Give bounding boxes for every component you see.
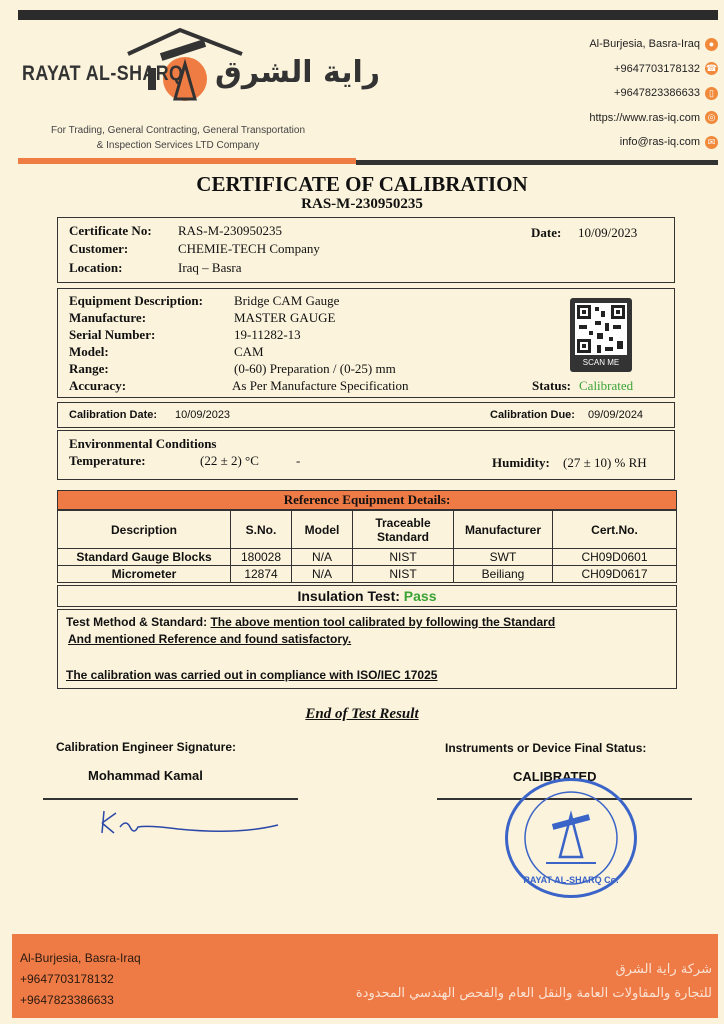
date-label: Date:	[531, 225, 562, 240]
contact-phone-2: +9647823386633 ▯	[589, 81, 718, 106]
footer-arabic-line-1: شركة راية الشرق	[615, 962, 712, 977]
calibration-dates-box	[57, 402, 675, 428]
logo-arabic-text: راية الشرق	[215, 55, 381, 90]
test-method-line1	[66, 615, 555, 629]
date-value: 10/09/2023	[578, 225, 638, 240]
calibration-date-label: Calibration Date:	[69, 409, 158, 421]
reference-table	[57, 510, 677, 583]
footer	[12, 934, 718, 1018]
table-cell: N/A	[292, 566, 353, 583]
qr-code[interactable]	[570, 298, 632, 372]
equipment-desc-value: Bridge CAM Gauge	[234, 293, 340, 308]
test-method-text2: And mentioned Reference and found satisfactory.	[68, 632, 352, 646]
certificate-title: CERTIFICATE OF CALIBRATION	[196, 172, 528, 196]
final-status-value: CALIBRATED	[513, 769, 597, 784]
col-model: Model	[292, 511, 353, 549]
accuracy-label: Accuracy:	[69, 378, 127, 393]
status-value: Calibrated	[579, 378, 634, 393]
manufacture-label: Manufacture:	[69, 310, 147, 325]
insulation-value: Pass	[403, 588, 437, 604]
compliance-text: The calibration was carried out in compliance with ISO/IEC 17025	[66, 668, 438, 682]
contact-phone-1: +9647703178132 ☎	[614, 62, 718, 75]
serial-value: 19-11282-13	[234, 327, 301, 342]
end-of-result: End of Test Result	[305, 706, 419, 722]
manufacture-value: MASTER GAUGE	[234, 310, 336, 325]
insulation-label: Insulation Test:	[297, 588, 400, 604]
email-icon: ✉	[705, 136, 718, 149]
footer-phone-2: +9647823386633	[20, 993, 114, 1007]
qr-scan-label: SCAN ME	[582, 358, 620, 367]
table-cell: NIST	[353, 549, 454, 566]
col-sno: S.No.	[231, 511, 292, 549]
footer-arabic-line-2: للتجارة والمقاولات العامة والنقل العام والفحص الهندسي المحدودة	[355, 986, 712, 1001]
company-stamp	[505, 778, 637, 898]
temperature-dash: -	[296, 453, 301, 468]
cert-no-label: Certificate No:	[69, 223, 152, 238]
reference-heading: Reference Equipment Details:	[57, 490, 677, 510]
contact-info	[589, 32, 718, 155]
table-row	[58, 566, 677, 583]
test-method-box	[57, 609, 677, 689]
contact-website[interactable]: https://www.ras-iq.com ◎	[589, 106, 718, 131]
range-label: Range:	[69, 361, 109, 376]
location-pin-icon: ●	[705, 38, 718, 51]
certificate-info-box	[57, 217, 675, 283]
equipment-box	[57, 288, 675, 398]
engineer-signature-label: Calibration Engineer Signature:	[56, 740, 237, 754]
test-method-text1: The above mention tool calibrated by following the Standard	[210, 615, 556, 629]
contact-address: Al-Burjesia, Basra-Iraq ●	[589, 32, 718, 57]
table-cell: 12874	[231, 566, 292, 583]
equipment-desc-label: Equipment Description:	[69, 293, 203, 308]
humidity-value: (27 ± 10) % RH	[563, 455, 647, 470]
company-line-1: For Trading, General Contracting, General Transportation	[50, 125, 306, 136]
engineer-name: Mohammad Kamal	[88, 768, 203, 783]
humidity-label: Humidity:	[492, 455, 550, 470]
globe-icon: ◎	[705, 111, 718, 124]
handwritten-signature	[90, 803, 280, 843]
table-cell: N/A	[292, 549, 353, 566]
status-label: Status:	[532, 378, 572, 393]
range-value: (0-60) Preparation / (0-25) mm	[234, 361, 396, 376]
signature-line-left	[43, 798, 298, 800]
table-row	[58, 549, 677, 566]
calibration-due-value: 09/09/2024	[588, 409, 644, 421]
qr-code-icon	[575, 303, 627, 355]
temperature-value: (22 ± 2) °C	[200, 453, 259, 468]
table-cell: 180028	[231, 549, 292, 566]
col-description: Description	[58, 511, 231, 549]
col-traceable: Traceable Standard	[353, 511, 454, 549]
header-top-bar	[18, 10, 718, 20]
header-divider-dark	[356, 160, 718, 165]
certificate-subtitle: RAS-M-230950235	[301, 196, 423, 212]
final-status-label: Instruments or Device Final Status:	[445, 741, 647, 755]
location-label: Location:	[69, 260, 123, 275]
accuracy-value: As Per Manufacture Specification	[232, 378, 409, 393]
model-label: Model:	[69, 344, 109, 359]
customer-value: CHEMIE-TECH Company	[178, 241, 320, 256]
customer-label: Customer:	[69, 241, 129, 256]
table-cell: Beiliang	[454, 566, 553, 583]
insulation-test	[57, 585, 677, 607]
environment-box	[57, 430, 675, 480]
cert-no-value: RAS-M-230950235	[178, 223, 283, 238]
table-cell: SWT	[454, 549, 553, 566]
col-manufacturer: Manufacturer	[454, 511, 553, 549]
reference-table-header	[58, 511, 677, 549]
footer-address: Al-Burjesia, Basra-Iraq	[20, 951, 141, 965]
temperature-label: Temperature:	[69, 453, 146, 468]
footer-contacts	[20, 948, 141, 1011]
contact-email[interactable]: info@ras-iq.com ✉	[589, 130, 718, 155]
table-cell: NIST	[353, 566, 454, 583]
mobile-icon: ▯	[705, 87, 718, 100]
test-method-label: Test Method & Standard:	[66, 615, 208, 629]
calibration-due-label: Calibration Due:	[490, 409, 575, 421]
company-description	[28, 123, 328, 153]
table-cell: Micrometer	[58, 566, 231, 583]
table-cell: CH09D0601	[553, 549, 677, 566]
environment-heading: Environmental Conditions	[69, 436, 217, 451]
table-cell: Standard Gauge Blocks	[58, 549, 231, 566]
col-certno: Cert.No.	[553, 511, 677, 549]
table-cell: CH09D0617	[553, 566, 677, 583]
calibration-date-value: 10/09/2023	[175, 409, 231, 421]
footer-phone-1: +9647703178132	[20, 972, 114, 986]
model-value: CAM	[234, 344, 264, 359]
stamp-text: RAYAT AL-SHARQ Co.	[523, 875, 619, 885]
header-divider-orange	[18, 158, 356, 164]
logo-text: RAYAT AL-SHARQ	[22, 62, 184, 85]
location-value: Iraq – Basra	[178, 260, 242, 275]
footer-arabic	[356, 958, 712, 1006]
serial-label: Serial Number:	[69, 327, 156, 342]
company-line-2: & Inspection Services LTD Company	[96, 140, 260, 151]
phone-icon: ☎	[705, 63, 718, 74]
